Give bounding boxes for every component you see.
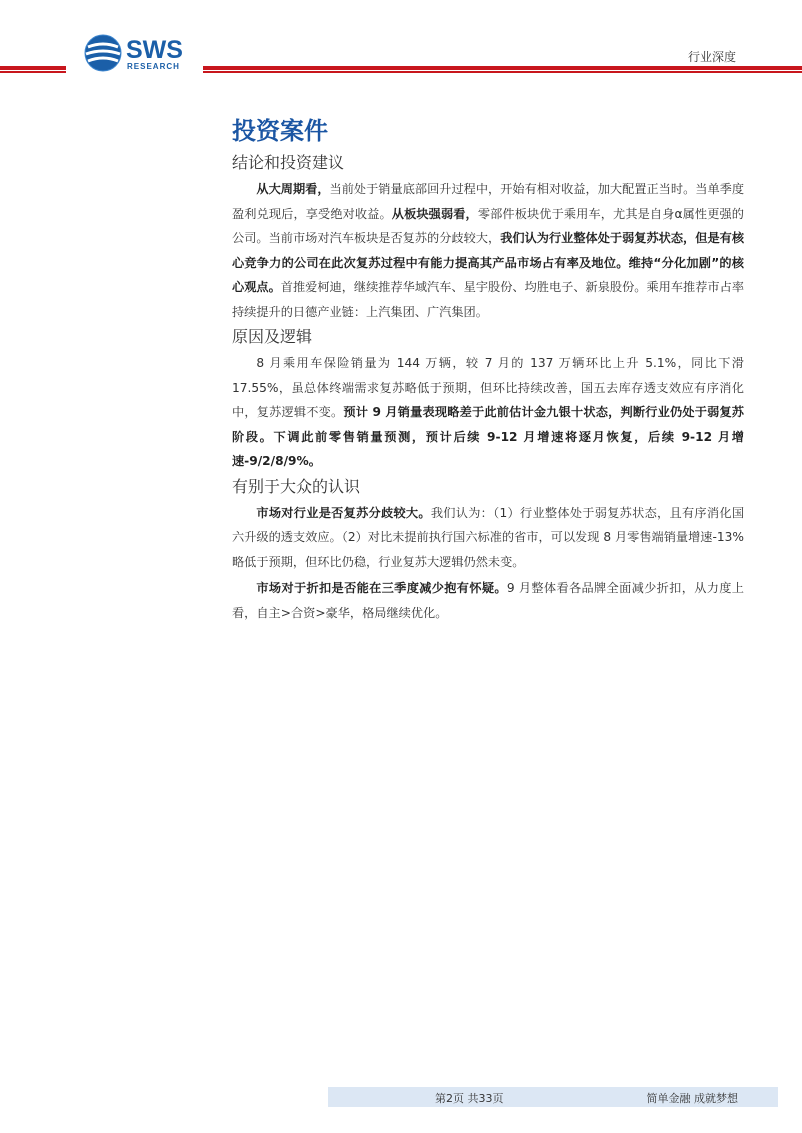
section-heading: 结论和投资建议 [232, 153, 345, 172]
text-run: 8 月乘用车保险销量为 144 万辆，较 7 月的 137 万辆环比上升 5.1%，同比下滑 17.55%，虽总体终端需求复苏略低于预期，但环比持续改善，国五去库存透支效应有序消化中，复苏逻辑不变。 [232, 356, 744, 419]
section-conclusion [232, 152, 744, 324]
logo-text: SWS [126, 36, 183, 64]
body-paragraph [232, 501, 744, 575]
page-number: 第2页 共33页 [435, 1092, 504, 1105]
text-run: 9 月整体看各品牌全面减少折扣，从力度上看，自主>合资>豪华，格局继续优化。 [232, 581, 744, 620]
report-body [232, 152, 744, 627]
bold-phrase: 从大周期看， [256, 182, 330, 196]
text-run: 首推爱柯迪，继续推荐华域汽车、星宇股份、均胜电子、新泉股份。乘用车推荐市占率持续提升的日德产业链：上汽集团、广汽集团。 [232, 280, 745, 319]
section-heading: 有别于大众的认识 [232, 476, 361, 496]
bold-phrase: 市场对行业是否复苏分歧较大。 [256, 505, 431, 520]
section-differentiated-view [232, 476, 744, 626]
body-paragraph [232, 177, 744, 324]
footer-slogan: 简单金融 成就梦想 [646, 1092, 738, 1105]
report-type-label: 行业深度 [687, 50, 736, 64]
text-run: 我们认为：（1）行业整体处于弱复苏状态，且有序消化国六升级的透支效应。（2）对比未提前执行国六标准的省市，可以发现 8 月零售端销量增速-13%略低于预期，但环比仍稳，行业复苏大逻辑仍然未变。 [232, 505, 745, 569]
section-heading: 原因及逻辑 [232, 327, 313, 346]
page-title: 投资案件 [232, 117, 328, 145]
sws-logo [84, 34, 194, 76]
body-paragraph [232, 351, 744, 474]
body-paragraph [232, 576, 744, 625]
logo-subtext: RESEARCH [127, 62, 180, 71]
section-reasons [232, 326, 744, 474]
header-rule-left [0, 66, 66, 74]
sws-globe-icon [84, 34, 122, 72]
bold-phrase: 从板块强弱看， [391, 206, 478, 221]
bold-phrase: 我们认为行业整体处于弱复苏状态，但是有核心竞争力的公司在此次复苏过程中有能力提高其产品市场占有率及地位。维持“分化加剧”的核心观点。 [232, 231, 745, 294]
header-rule-right [203, 66, 802, 74]
text-run: 当前处于销量底部回升过程中，开始有相对收益，加大配置正当时。当单季度盈利兑现后，享受绝对收益。 [232, 182, 745, 221]
bold-phrase: 市场对于折扣是否能在三季度减少抱有怀疑。 [256, 581, 507, 595]
text-run: 零部件板块优于乘用车，尤其是自身α属性更强的公司。当前市场对汽车板块是否复苏的分歧较大， [232, 206, 744, 245]
bold-phrase: 预计 9 月销量表现略差于此前估计金九银十状态，判断行业仍处于弱复苏阶段。下调此前零售销量预测，预计后续 9-12 月增速将逐月恢复，后续 9-12 月增速-9/2/8/9%。 [232, 405, 744, 468]
